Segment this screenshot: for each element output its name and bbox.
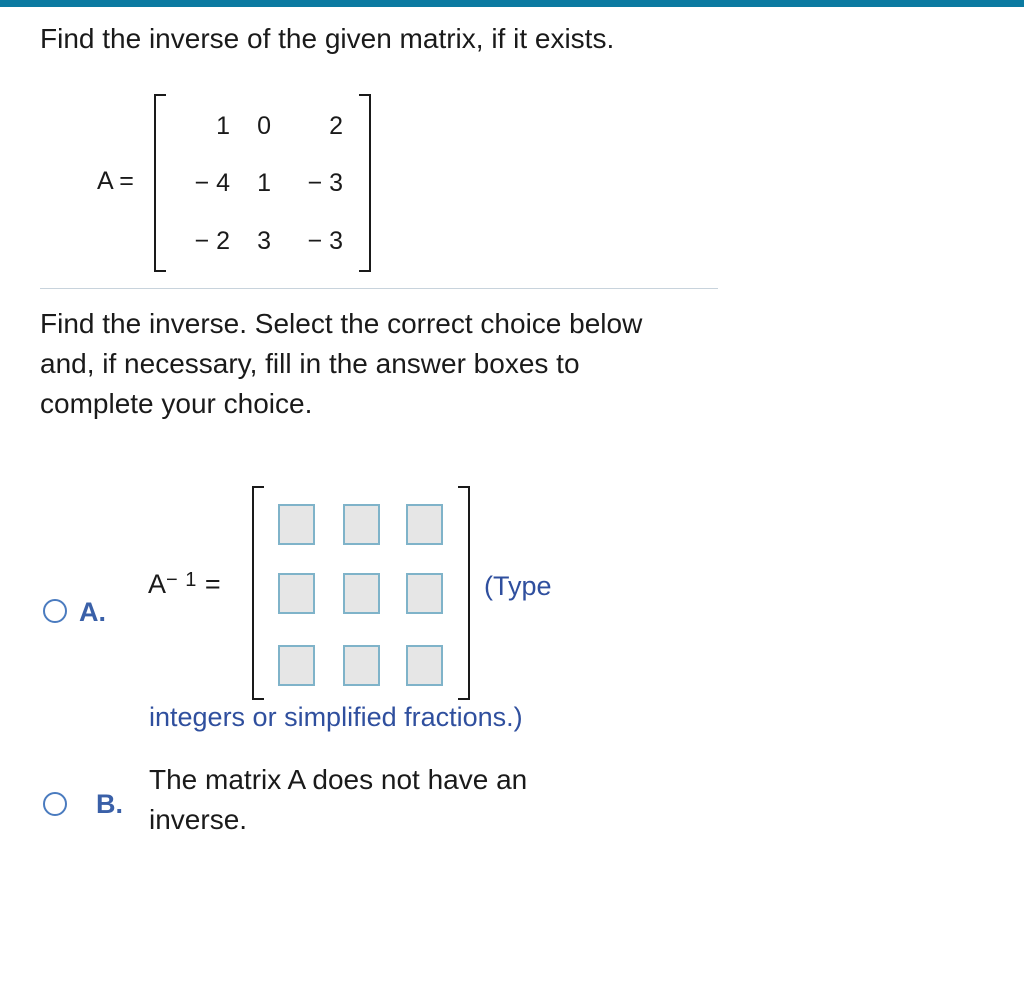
answer-box-r3c3[interactable] — [406, 645, 443, 686]
choice-b-letter[interactable]: B. — [96, 789, 123, 819]
given-matrix-cell: − 4 — [194, 169, 230, 197]
instructions-text: Find the inverse. Select the correct choice below and, if necessary, fill in the answer boxes to complete your choice. — [40, 308, 643, 419]
inverse-label — [148, 567, 221, 601]
answer-format-note: (Type — [484, 571, 552, 601]
given-matrix-cell: − 3 — [307, 169, 343, 197]
answer-box-r3c1[interactable] — [278, 645, 315, 686]
answer-box-r1c3[interactable] — [406, 504, 443, 545]
given-matrix-right-bracket — [359, 94, 371, 272]
given-matrix-cell: − 2 — [194, 227, 230, 255]
choice-a-radio[interactable] — [43, 599, 67, 623]
inverse-base: A — [148, 569, 167, 599]
choice-a-letter[interactable]: A. — [79, 597, 106, 627]
answer-box-r2c2[interactable] — [343, 573, 380, 614]
answer-box-r1c2[interactable] — [343, 504, 380, 545]
given-matrix-left-bracket — [154, 94, 166, 272]
top-accent-bar — [0, 0, 1024, 7]
answer-box-r1c1[interactable] — [278, 504, 315, 545]
answer-format-note-continued: integers or simplified fractions.) — [149, 702, 523, 732]
choice-b-radio[interactable] — [43, 792, 67, 816]
answer-box-r2c1[interactable] — [278, 573, 315, 614]
section-divider — [40, 288, 718, 289]
choice-b-text[interactable]: The matrix A does not have an inverse. — [149, 764, 528, 835]
given-matrix-cell: 1 — [216, 112, 230, 140]
given-matrix-label: A = — [97, 167, 134, 195]
answer-box-r2c3[interactable] — [406, 573, 443, 614]
answer-matrix-left-bracket — [252, 486, 264, 700]
answer-matrix-right-bracket — [458, 486, 470, 700]
given-matrix-cell: 0 — [257, 112, 271, 140]
answer-box-r3c2[interactable] — [343, 645, 380, 686]
inverse-equals: = — [204, 569, 221, 599]
inverse-exponent: − 1 — [166, 569, 198, 591]
question-title: Find the inverse of the given matrix, if it exists. — [40, 23, 615, 54]
given-matrix-cell: 1 — [257, 169, 271, 197]
given-matrix-cell: 2 — [329, 112, 343, 140]
given-matrix-cell: 3 — [257, 227, 271, 255]
given-matrix-cell: − 3 — [307, 227, 343, 255]
